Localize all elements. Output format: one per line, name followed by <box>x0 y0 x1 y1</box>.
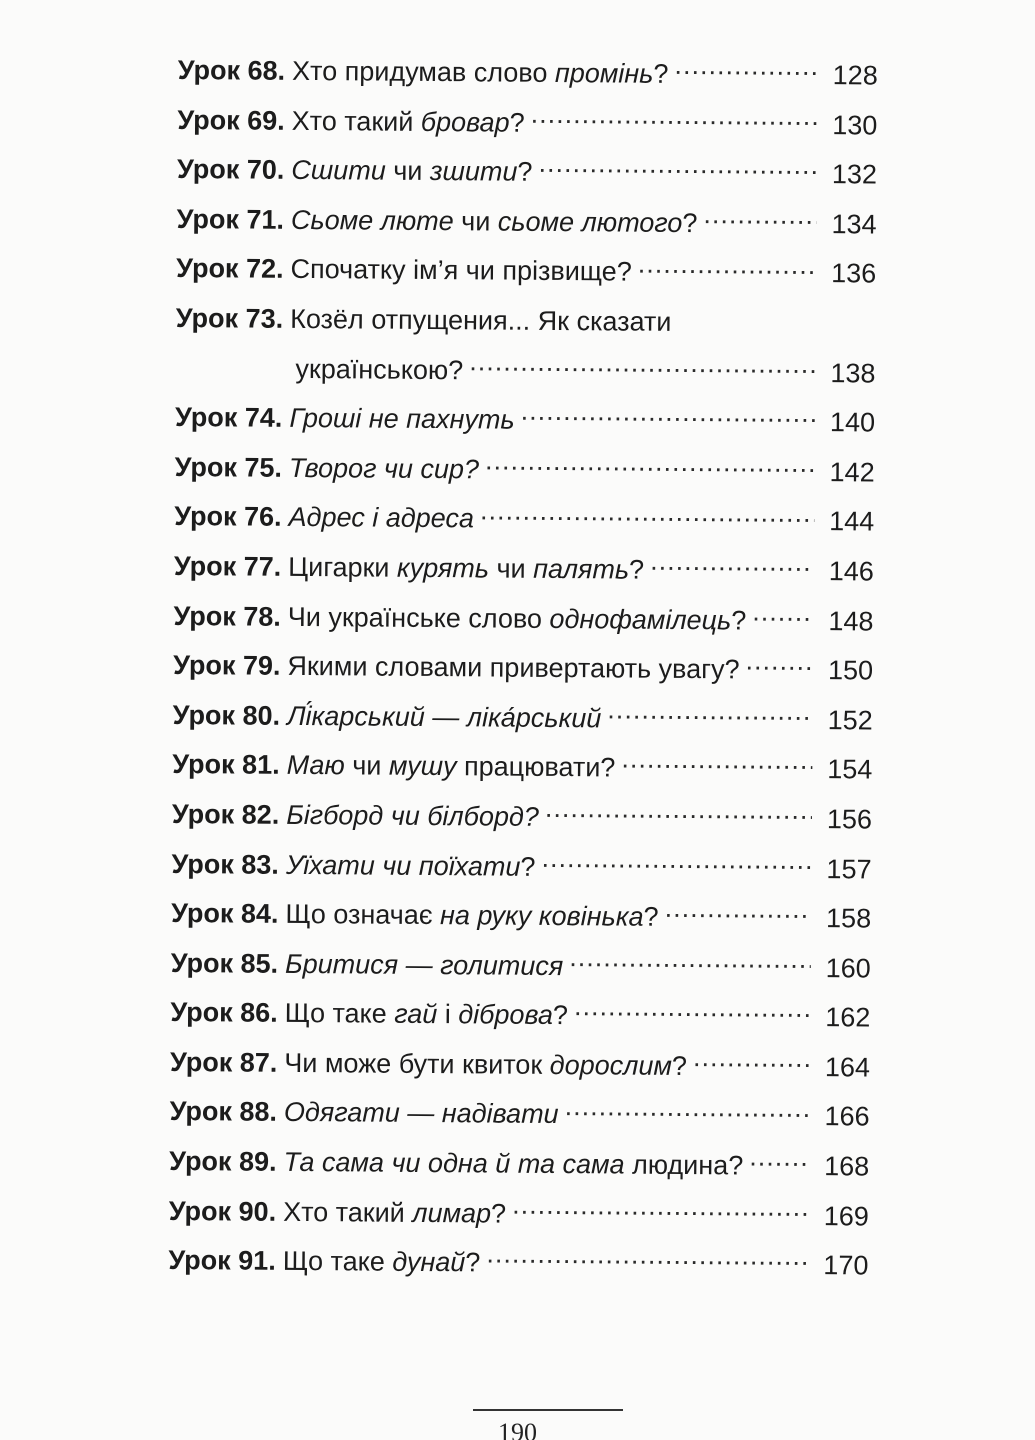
toc-title-segment: ? <box>465 1247 481 1278</box>
dot-leader <box>469 352 815 382</box>
toc-entry-page: 169 <box>823 1200 869 1232</box>
toc-entry-label: Урок 75. <box>174 451 283 483</box>
toc-title-segment: чи <box>344 750 390 781</box>
toc-title-italic-segment: дунай <box>392 1246 466 1278</box>
toc-entry[interactable] <box>171 889 871 944</box>
toc-entry-page: 168 <box>824 1151 870 1182</box>
toc-entry[interactable] <box>174 542 874 597</box>
table-of-contents <box>168 46 878 1291</box>
footer-rule <box>473 1409 623 1411</box>
toc-entry-page: 130 <box>832 109 878 141</box>
toc-entry-label: Урок 77. <box>173 550 282 582</box>
toc-entry[interactable] <box>170 988 870 1043</box>
toc-title-italic-segment: Лі́карський — ліка́рський <box>286 700 602 734</box>
toc-entry-label: Урок 81. <box>172 749 280 781</box>
dot-leader <box>541 848 811 877</box>
toc-entry-title <box>283 1188 506 1239</box>
toc-entry-page: 128 <box>832 60 878 91</box>
toc-entry-label: Урок 79. <box>173 650 281 681</box>
toc-entry-label: Урок 87. <box>169 1046 278 1078</box>
toc-title-italic-segment: дорослим <box>549 1049 673 1081</box>
toc-entry-label: Урок 90. <box>168 1195 277 1227</box>
toc-title-segment: людина? <box>624 1149 744 1181</box>
toc-title-segment: Чи українське слово <box>287 601 550 634</box>
toc-entry-title <box>289 394 515 445</box>
toc-entry-label: Урок 82. <box>171 798 280 830</box>
toc-entry[interactable] <box>174 492 874 547</box>
toc-title-segment: ? <box>731 604 747 636</box>
toc-entry-title <box>284 1039 687 1092</box>
toc-entry[interactable] <box>172 790 872 845</box>
toc-entry[interactable] <box>174 443 874 498</box>
toc-entry[interactable] <box>169 1137 869 1192</box>
toc-title-segment: Козёл отпущения... Як сказати <box>290 303 672 337</box>
toc-entry[interactable] <box>178 46 878 101</box>
toc-title-italic-segment: Бігборд чи білборд? <box>286 799 539 832</box>
toc-entry-label: Урок 80. <box>172 699 281 731</box>
dot-leader <box>569 948 811 977</box>
toc-entry-title <box>284 1088 559 1140</box>
toc-entry-page: 162 <box>825 1002 871 1033</box>
toc-entry-title <box>291 146 533 197</box>
toc-title-segment: Хто придумав слово <box>292 55 556 88</box>
toc-entry-page: 160 <box>825 952 871 984</box>
toc-title-segment: ? <box>552 1000 569 1031</box>
toc-title-italic-segment: однофамілець <box>549 603 732 635</box>
toc-title-segment: ? <box>509 107 525 138</box>
dot-leader <box>538 154 817 183</box>
toc-title-italic-segment: Гроші не пахнуть <box>289 403 515 435</box>
toc-title-italic-segment: Творог чи сир? <box>288 452 480 485</box>
toc-entry-page: 144 <box>829 506 875 537</box>
dot-leader <box>480 501 815 531</box>
toc-entry[interactable] <box>171 839 871 894</box>
toc-title-segment: чи <box>453 205 499 237</box>
toc-entry-label: Урок 71. <box>176 203 285 235</box>
toc-entry[interactable] <box>175 393 875 448</box>
dot-leader <box>565 1097 810 1126</box>
toc-entry-label: Урок 83. <box>171 848 280 880</box>
toc-entry[interactable] <box>173 691 873 746</box>
toc-entry-title <box>288 493 474 544</box>
toc-entry-label: Урок 84. <box>171 898 279 929</box>
toc-title-segment: Хто такий <box>291 105 422 137</box>
toc-title-segment: і <box>437 999 459 1030</box>
dot-leader <box>703 205 816 233</box>
toc-title-segment: Що означає <box>285 898 441 931</box>
toc-entry-title <box>288 592 747 645</box>
page-number: 190 <box>498 1418 537 1440</box>
toc-entry-title <box>286 840 536 892</box>
toc-entry-page: 148 <box>828 605 874 637</box>
toc-title-segment: ? <box>653 58 669 89</box>
toc-entry-title <box>291 196 698 249</box>
toc-entry-title <box>287 692 602 744</box>
toc-title-segment: ? <box>671 1050 688 1081</box>
toc-entry[interactable] <box>171 939 871 994</box>
toc-title-italic-segment: палять <box>533 553 630 585</box>
toc-entry[interactable] <box>169 1087 869 1142</box>
toc-entry-title <box>286 741 615 793</box>
toc-entry[interactable] <box>176 195 876 250</box>
toc-entry-title-continuation: українською? <box>295 353 464 385</box>
toc-entry-label: Урок 76. <box>174 501 282 533</box>
dot-leader <box>545 799 812 828</box>
toc-title-italic-segment: промінь <box>554 57 654 89</box>
dot-leader <box>512 1195 809 1224</box>
toc-title-segment: Спочатку ім’я чи прізвище? <box>290 254 632 287</box>
toc-entry-label: Урок 91. <box>168 1245 276 1277</box>
toc-title-segment: Чи може бути квиток <box>284 1047 550 1080</box>
toc-entry[interactable] <box>172 740 872 795</box>
toc-entry-page: 158 <box>825 903 872 934</box>
toc-entry-page: 146 <box>828 556 875 587</box>
dot-leader <box>752 602 813 629</box>
toc-entry-page: 166 <box>824 1101 870 1132</box>
toc-entry-title <box>285 989 569 1041</box>
toc-title-segment: працювати? <box>456 751 616 783</box>
toc-entry-label: Урок 86. <box>170 997 278 1029</box>
dot-leader <box>638 254 817 282</box>
toc-title-italic-segment: Та сама чи одна й та сама <box>283 1146 625 1180</box>
dot-leader <box>621 750 812 778</box>
toc-entry[interactable] <box>177 145 877 200</box>
toc-entry[interactable] <box>170 1038 870 1093</box>
toc-title-segment: ? <box>682 207 698 238</box>
toc-title-italic-segment: Сшити <box>291 155 386 186</box>
toc-entry-label: Урок 73. <box>175 302 284 334</box>
dot-leader <box>574 997 811 1026</box>
toc-entry-title <box>292 47 669 100</box>
toc-title-italic-segment: зшити <box>429 156 518 187</box>
toc-title-italic-segment: бровар <box>420 106 510 138</box>
toc-entry-page: 150 <box>827 655 874 686</box>
dot-leader <box>674 56 818 84</box>
toc-entry-label: Урок 70. <box>176 154 285 186</box>
toc-title-segment: чи <box>385 155 431 187</box>
toc-title-segment: чи <box>488 553 534 584</box>
toc-entry-page: 138 <box>830 357 876 389</box>
dot-leader <box>531 104 818 133</box>
dot-leader <box>607 700 813 729</box>
toc-entry-title <box>289 444 479 495</box>
toc-title-italic-segment: Маю <box>286 750 345 781</box>
toc-entry-label: Урок 78. <box>173 600 281 632</box>
toc-entry-label: Урок 85. <box>170 947 279 979</box>
toc-title-italic-segment: мушу <box>388 750 457 782</box>
toc-entry[interactable] <box>168 1236 868 1291</box>
toc-entry[interactable] <box>173 641 873 696</box>
toc-title-italic-segment: сьоме лютого <box>497 206 683 238</box>
toc-entry-page: 157 <box>826 853 872 884</box>
toc-entry-page: 152 <box>827 704 873 736</box>
toc-title-segment: Хто такий <box>283 1196 413 1228</box>
dot-leader <box>485 451 815 481</box>
toc-title-italic-segment: діброва <box>458 999 554 1031</box>
toc-entry[interactable] <box>177 96 877 151</box>
toc-entry-page: 156 <box>826 804 873 835</box>
toc-title-segment: ? <box>520 851 536 882</box>
toc-title-segment: Якими словами привертають увагу? <box>287 651 740 685</box>
toc-entry-label: Урок 69. <box>177 104 285 136</box>
toc-entry-title <box>283 1138 743 1191</box>
toc-entry-label: Урок 89. <box>169 1146 277 1177</box>
toc-entry-label: Урок 88. <box>169 1096 278 1128</box>
toc-entry-page: 164 <box>824 1051 871 1083</box>
toc-entry-title <box>285 940 564 992</box>
toc-entry-page: 142 <box>829 456 875 488</box>
toc-title-segment: Цигарки <box>288 551 398 583</box>
toc-title-segment: Що таке <box>282 1246 393 1277</box>
toc-entry[interactable] <box>175 294 876 399</box>
toc-entry[interactable] <box>173 592 873 647</box>
toc-entry-label: Урок 72. <box>176 253 284 285</box>
toc-entry[interactable] <box>176 244 876 299</box>
toc-entry-label: Урок 68. <box>177 54 286 86</box>
toc-entry-title <box>285 890 658 943</box>
toc-title-italic-segment: Уїхати чи поїхати <box>285 849 521 882</box>
toc-title-segment: Що таке <box>284 998 395 1030</box>
dot-leader <box>693 1048 810 1076</box>
toc-title-segment: ? <box>517 156 533 187</box>
toc-entry-page: 140 <box>829 407 876 438</box>
toc-title-italic-segment: Бритися — голитися <box>284 948 564 981</box>
toc-entry-page: 136 <box>831 258 877 289</box>
toc-entry-label: Урок 74. <box>174 402 283 433</box>
toc-title-italic-segment: курять <box>396 552 490 584</box>
toc-entry-page: 134 <box>831 208 877 240</box>
toc-entry-title <box>292 96 525 147</box>
dot-leader <box>665 899 812 927</box>
toc-entry-title <box>286 791 539 843</box>
toc-entry-title <box>287 642 739 695</box>
dot-leader <box>745 652 813 680</box>
toc-title-italic-segment: Одягати — надівати <box>283 1097 559 1130</box>
dot-leader <box>650 552 814 580</box>
toc-entry-page: 132 <box>831 159 878 190</box>
toc-title-italic-segment: лимар <box>412 1197 492 1229</box>
toc-entry-page: 154 <box>827 754 873 785</box>
toc-title-italic-segment: Сьоме люте <box>290 204 454 236</box>
toc-entry-title <box>283 1237 481 1288</box>
dot-leader <box>521 402 816 431</box>
toc-entry[interactable] <box>169 1187 869 1242</box>
toc-title-italic-segment: на руку ковінька <box>440 900 644 932</box>
toc-title-italic-segment: гай <box>394 999 438 1030</box>
dot-leader <box>749 1148 809 1175</box>
toc-title-segment: ? <box>490 1198 507 1229</box>
dot-leader <box>486 1245 808 1275</box>
toc-title-italic-segment: Адрес і адреса <box>288 502 475 534</box>
toc-entry-title <box>290 295 672 348</box>
toc-entry-page: 170 <box>823 1250 869 1281</box>
toc-entry-title <box>290 245 632 297</box>
toc-title-segment: ? <box>643 901 659 932</box>
toc-title-segment: ? <box>629 554 645 585</box>
toc-entry-title <box>288 543 644 595</box>
